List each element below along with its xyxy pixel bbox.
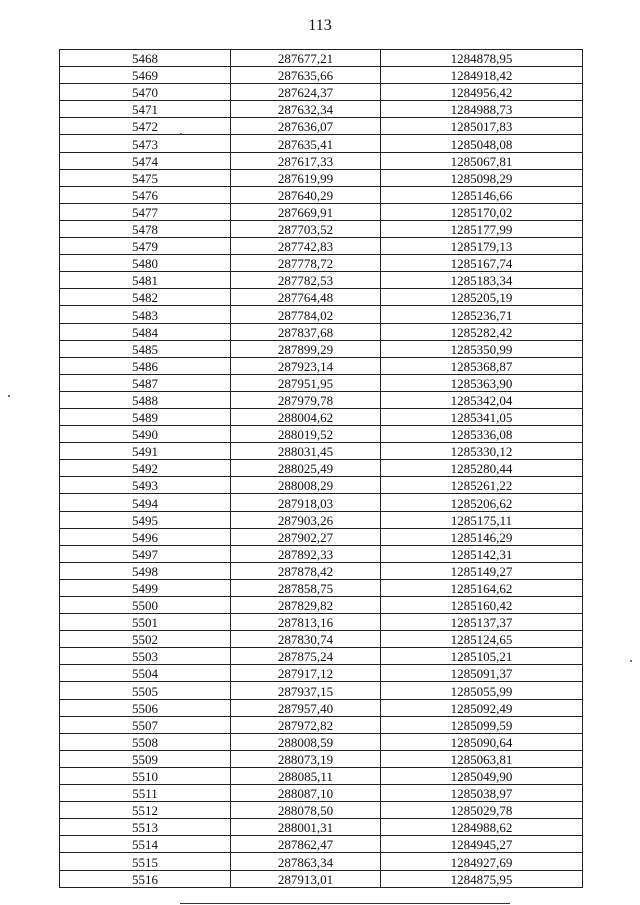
point-number-cell: 5508 <box>60 733 231 750</box>
y-coordinate-cell: 1285142,31 <box>381 545 583 562</box>
point-number-cell: 5482 <box>60 289 231 306</box>
table-row <box>60 408 583 425</box>
table-row <box>60 67 583 84</box>
point-number-cell: 5498 <box>60 562 231 579</box>
point-number-cell: 5493 <box>60 477 231 494</box>
y-coordinate-cell: 1285336,08 <box>381 426 583 443</box>
table-row <box>60 50 583 67</box>
x-coordinate-cell: 288025,49 <box>231 460 381 477</box>
x-coordinate-cell: 288073,19 <box>231 750 381 767</box>
y-coordinate-cell: 1285124,65 <box>381 631 583 648</box>
y-coordinate-cell: 1285342,04 <box>381 391 583 408</box>
y-coordinate-cell: 1285179,13 <box>381 238 583 255</box>
table-row <box>60 357 583 374</box>
coordinates-table <box>59 49 583 888</box>
x-coordinate-cell: 287902,27 <box>231 528 381 545</box>
point-number-cell: 5485 <box>60 340 231 357</box>
x-coordinate-cell: 287703,52 <box>231 220 381 237</box>
x-coordinate-cell: 288031,45 <box>231 443 381 460</box>
y-coordinate-cell: 1285167,74 <box>381 255 583 272</box>
y-coordinate-cell: 1285205,19 <box>381 289 583 306</box>
x-coordinate-cell: 287636,07 <box>231 118 381 135</box>
x-coordinate-cell: 287635,66 <box>231 67 381 84</box>
y-coordinate-cell: 1284875,95 <box>381 870 583 887</box>
y-coordinate-cell: 1284988,62 <box>381 819 583 836</box>
page-number: 113 <box>308 17 332 34</box>
x-coordinate-cell: 287892,33 <box>231 545 381 562</box>
point-number-cell: 5484 <box>60 323 231 340</box>
table-row <box>60 631 583 648</box>
point-number-cell: 5480 <box>60 255 231 272</box>
x-coordinate-cell: 287863,34 <box>231 853 381 870</box>
y-coordinate-cell: 1285090,64 <box>381 733 583 750</box>
x-coordinate-cell: 287784,02 <box>231 306 381 323</box>
x-coordinate-cell: 287669,91 <box>231 203 381 220</box>
y-coordinate-cell: 1285091,37 <box>381 665 583 682</box>
y-coordinate-cell: 1285063,81 <box>381 750 583 767</box>
x-coordinate-cell: 287913,01 <box>231 870 381 887</box>
y-coordinate-cell: 1285099,59 <box>381 716 583 733</box>
x-coordinate-cell: 287875,24 <box>231 648 381 665</box>
point-number-cell: 5472 <box>60 118 231 135</box>
x-coordinate-cell: 287742,83 <box>231 238 381 255</box>
point-number-cell: 5476 <box>60 186 231 203</box>
table-row <box>60 203 583 220</box>
x-coordinate-cell: 287917,12 <box>231 665 381 682</box>
point-number-cell: 5512 <box>60 802 231 819</box>
y-coordinate-cell: 1285177,99 <box>381 220 583 237</box>
table-row <box>60 853 583 870</box>
y-coordinate-cell: 1285236,71 <box>381 306 583 323</box>
table-row <box>60 477 583 494</box>
x-coordinate-cell: 287862,47 <box>231 836 381 853</box>
table-row <box>60 186 583 203</box>
y-coordinate-cell: 1285038,97 <box>381 785 583 802</box>
point-number-cell: 5492 <box>60 460 231 477</box>
table-row <box>60 716 583 733</box>
table-row <box>60 682 583 699</box>
x-coordinate-cell: 287617,33 <box>231 152 381 169</box>
point-number-cell: 5510 <box>60 767 231 784</box>
point-number-cell: 5491 <box>60 443 231 460</box>
x-coordinate-cell: 288008,59 <box>231 733 381 750</box>
point-number-cell: 5470 <box>60 84 231 101</box>
table-row <box>60 289 583 306</box>
table-row <box>60 511 583 528</box>
table-row <box>60 545 583 562</box>
y-coordinate-cell: 1285160,42 <box>381 597 583 614</box>
y-coordinate-cell: 1285350,99 <box>381 340 583 357</box>
point-number-cell: 5486 <box>60 357 231 374</box>
table-row <box>60 84 583 101</box>
table-row <box>60 562 583 579</box>
x-coordinate-cell: 287635,41 <box>231 135 381 152</box>
point-number-cell: 5488 <box>60 391 231 408</box>
x-coordinate-cell: 288019,52 <box>231 426 381 443</box>
y-coordinate-cell: 1285067,81 <box>381 152 583 169</box>
x-coordinate-cell: 287899,29 <box>231 340 381 357</box>
x-coordinate-cell: 288001,31 <box>231 819 381 836</box>
point-number-cell: 5483 <box>60 306 231 323</box>
x-coordinate-cell: 287782,53 <box>231 272 381 289</box>
y-coordinate-cell: 1285170,02 <box>381 203 583 220</box>
table-row <box>60 443 583 460</box>
table-row <box>60 767 583 784</box>
y-coordinate-cell: 1285105,21 <box>381 648 583 665</box>
table-row <box>60 802 583 819</box>
y-coordinate-cell: 1285029,78 <box>381 802 583 819</box>
x-coordinate-cell: 287764,48 <box>231 289 381 306</box>
point-number-cell: 5481 <box>60 272 231 289</box>
table-row <box>60 340 583 357</box>
table-row <box>60 272 583 289</box>
table-row <box>60 699 583 716</box>
y-coordinate-cell: 1284918,42 <box>381 67 583 84</box>
x-coordinate-cell: 287937,15 <box>231 682 381 699</box>
x-coordinate-cell: 287829,82 <box>231 597 381 614</box>
y-coordinate-cell: 1284988,73 <box>381 101 583 118</box>
y-coordinate-cell: 1285048,08 <box>381 135 583 152</box>
x-coordinate-cell: 287619,99 <box>231 169 381 186</box>
table-row <box>60 870 583 887</box>
point-number-cell: 5469 <box>60 67 231 84</box>
point-number-cell: 5489 <box>60 408 231 425</box>
x-coordinate-cell: 288078,50 <box>231 802 381 819</box>
point-number-cell: 5478 <box>60 220 231 237</box>
y-coordinate-cell: 1285183,34 <box>381 272 583 289</box>
y-coordinate-cell: 1285280,44 <box>381 460 583 477</box>
y-coordinate-cell: 1285146,29 <box>381 528 583 545</box>
point-number-cell: 5468 <box>60 50 231 67</box>
point-number-cell: 5499 <box>60 579 231 596</box>
table-row <box>60 152 583 169</box>
scan-speck <box>180 133 182 135</box>
point-number-cell: 5507 <box>60 716 231 733</box>
table-row <box>60 648 583 665</box>
x-coordinate-cell: 287830,74 <box>231 631 381 648</box>
x-coordinate-cell: 288008,29 <box>231 477 381 494</box>
y-coordinate-cell: 1284927,69 <box>381 853 583 870</box>
table-row <box>60 374 583 391</box>
scan-edge-line <box>180 903 510 904</box>
y-coordinate-cell: 1285049,90 <box>381 767 583 784</box>
x-coordinate-cell: 287837,68 <box>231 323 381 340</box>
table-row <box>60 733 583 750</box>
y-coordinate-cell: 1285137,37 <box>381 614 583 631</box>
table-row <box>60 528 583 545</box>
x-coordinate-cell: 288085,11 <box>231 767 381 784</box>
y-coordinate-cell: 1285149,27 <box>381 562 583 579</box>
x-coordinate-cell: 287624,37 <box>231 84 381 101</box>
table-row <box>60 118 583 135</box>
table-row <box>60 750 583 767</box>
point-number-cell: 5471 <box>60 101 231 118</box>
point-number-cell: 5511 <box>60 785 231 802</box>
point-number-cell: 5503 <box>60 648 231 665</box>
point-number-cell: 5490 <box>60 426 231 443</box>
table-row <box>60 665 583 682</box>
y-coordinate-cell: 1285206,62 <box>381 494 583 511</box>
x-coordinate-cell: 288087,10 <box>231 785 381 802</box>
point-number-cell: 5502 <box>60 631 231 648</box>
x-coordinate-cell: 287923,14 <box>231 357 381 374</box>
table-row <box>60 579 583 596</box>
scan-speck <box>8 395 10 397</box>
point-number-cell: 5500 <box>60 597 231 614</box>
y-coordinate-cell: 1285098,29 <box>381 169 583 186</box>
table-row <box>60 238 583 255</box>
coordinates-table-body <box>60 50 583 888</box>
table-row <box>60 426 583 443</box>
x-coordinate-cell: 287858,75 <box>231 579 381 596</box>
table-row <box>60 101 583 118</box>
x-coordinate-cell: 287918,03 <box>231 494 381 511</box>
table-row <box>60 785 583 802</box>
y-coordinate-cell: 1285055,99 <box>381 682 583 699</box>
x-coordinate-cell: 287632,34 <box>231 101 381 118</box>
table-row <box>60 220 583 237</box>
x-coordinate-cell: 287677,21 <box>231 50 381 67</box>
x-coordinate-cell: 287979,78 <box>231 391 381 408</box>
point-number-cell: 5494 <box>60 494 231 511</box>
table-row <box>60 836 583 853</box>
point-number-cell: 5496 <box>60 528 231 545</box>
table-row <box>60 819 583 836</box>
x-coordinate-cell: 287813,16 <box>231 614 381 631</box>
point-number-cell: 5506 <box>60 699 231 716</box>
y-coordinate-cell: 1284945,27 <box>381 836 583 853</box>
table-row <box>60 391 583 408</box>
table-row <box>60 169 583 186</box>
point-number-cell: 5515 <box>60 853 231 870</box>
point-number-cell: 5474 <box>60 152 231 169</box>
y-coordinate-cell: 1284956,42 <box>381 84 583 101</box>
point-number-cell: 5516 <box>60 870 231 887</box>
point-number-cell: 5513 <box>60 819 231 836</box>
table-row <box>60 255 583 272</box>
y-coordinate-cell: 1285164,62 <box>381 579 583 596</box>
table-row <box>60 597 583 614</box>
point-number-cell: 5501 <box>60 614 231 631</box>
y-coordinate-cell: 1285175,11 <box>381 511 583 528</box>
x-coordinate-cell: 288004,62 <box>231 408 381 425</box>
table-row <box>60 614 583 631</box>
point-number-cell: 5487 <box>60 374 231 391</box>
y-coordinate-cell: 1285363,90 <box>381 374 583 391</box>
x-coordinate-cell: 287878,42 <box>231 562 381 579</box>
table-row <box>60 460 583 477</box>
point-number-cell: 5505 <box>60 682 231 699</box>
x-coordinate-cell: 287951,95 <box>231 374 381 391</box>
point-number-cell: 5497 <box>60 545 231 562</box>
y-coordinate-cell: 1285341,05 <box>381 408 583 425</box>
point-number-cell: 5477 <box>60 203 231 220</box>
table-row <box>60 494 583 511</box>
y-coordinate-cell: 1285017,83 <box>381 118 583 135</box>
x-coordinate-cell: 287640,29 <box>231 186 381 203</box>
point-number-cell: 5475 <box>60 169 231 186</box>
x-coordinate-cell: 287778,72 <box>231 255 381 272</box>
point-number-cell: 5479 <box>60 238 231 255</box>
point-number-cell: 5473 <box>60 135 231 152</box>
table-row <box>60 323 583 340</box>
scan-speck <box>630 660 632 662</box>
y-coordinate-cell: 1285261,22 <box>381 477 583 494</box>
y-coordinate-cell: 1284878,95 <box>381 50 583 67</box>
point-number-cell: 5514 <box>60 836 231 853</box>
y-coordinate-cell: 1285282,42 <box>381 323 583 340</box>
y-coordinate-cell: 1285146,66 <box>381 186 583 203</box>
point-number-cell: 5509 <box>60 750 231 767</box>
y-coordinate-cell: 1285368,87 <box>381 357 583 374</box>
table-row <box>60 135 583 152</box>
table-row <box>60 306 583 323</box>
y-coordinate-cell: 1285092,49 <box>381 699 583 716</box>
point-number-cell: 5504 <box>60 665 231 682</box>
x-coordinate-cell: 287972,82 <box>231 716 381 733</box>
point-number-cell: 5495 <box>60 511 231 528</box>
y-coordinate-cell: 1285330,12 <box>381 443 583 460</box>
x-coordinate-cell: 287957,40 <box>231 699 381 716</box>
x-coordinate-cell: 287903,26 <box>231 511 381 528</box>
